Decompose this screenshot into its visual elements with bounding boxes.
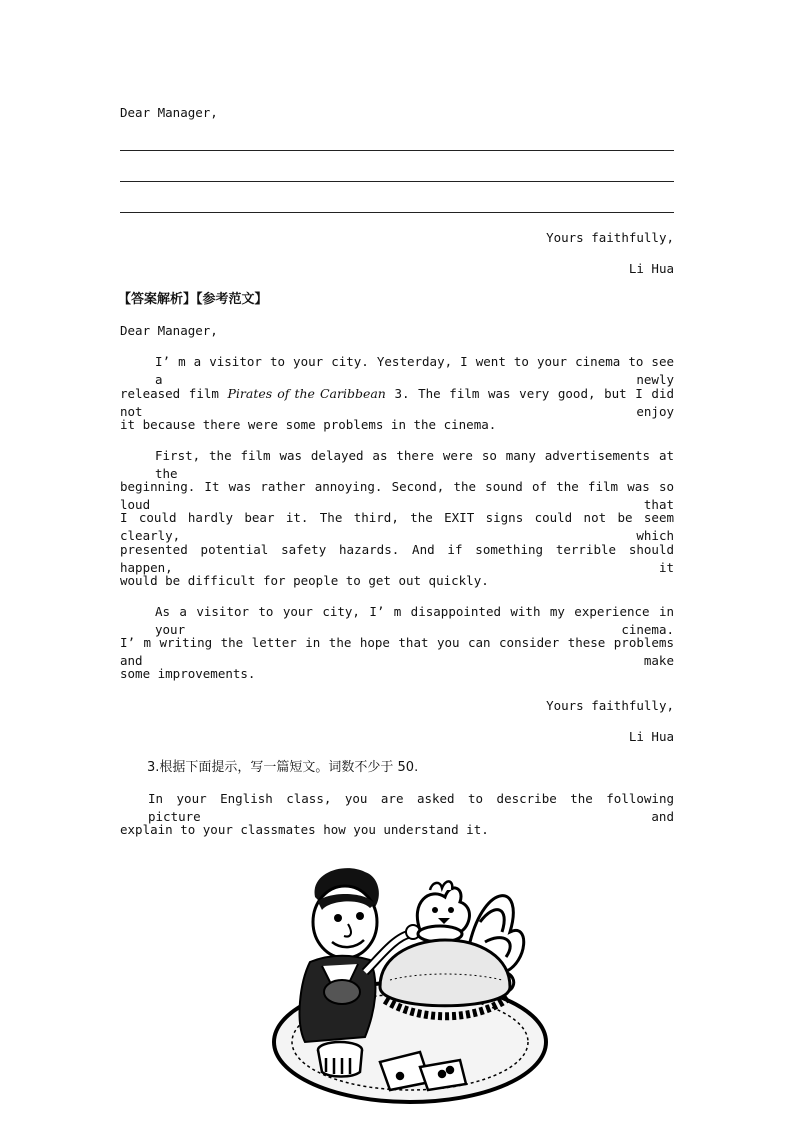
question3-prompt: 3.根据下面提示，写一篇短文。词数不少于 50. — [147, 760, 419, 775]
answer-p1-line1: I’ m a visitor to your city. Yesterday, I went to your cinema to see a newly — [155, 354, 674, 387]
answer-closing: Yours faithfully, — [546, 698, 674, 713]
cartoon-illustration — [270, 862, 550, 1110]
answer-p3-line3: some improvements. — [120, 666, 256, 681]
answer-p1-line3: it because there were some problems in the cinema. — [120, 417, 497, 432]
answer-p2-line5: would be difficult for people to get out quickly. — [120, 573, 489, 588]
answer-signature: Li Hua — [628, 729, 674, 744]
p1-line2-start: released film — [120, 386, 228, 401]
answer-salutation: Dear Manager, — [120, 323, 218, 338]
p1-line2-end: 3. The film was very good, but I did not enjoy — [120, 386, 675, 419]
answer-p2-line2: beginning. It was rather annoying. Second, the sound of the film was so loud that — [120, 479, 674, 512]
writing-line-2 — [120, 181, 674, 182]
answer-p2-line1: First, the film was delayed as there were so many advertisements at the — [155, 448, 674, 481]
answer-p3-line1: As a visitor to your city, I’ m disappointed with my experience in your cinema. — [155, 604, 674, 637]
answer-p2-line4: presented potential safety hazards. And if something terrible should happen, it — [120, 542, 674, 575]
letter-signature: Li Hua — [628, 261, 674, 276]
writing-line-3 — [120, 212, 674, 213]
answer-p2-line3: I could hardly bear it. The third, the EXIT signs could not be seem clearly, which — [120, 510, 674, 543]
letter-salutation: Dear Manager, — [120, 105, 218, 120]
letter-closing: Yours faithfully, — [546, 230, 674, 245]
question3-line1: In your English class, you are asked to describe the following picture and — [148, 791, 674, 824]
question3-line2: explain to your classmates how you understand it. — [120, 822, 489, 837]
answer-p3-line2: I’ m writing the letter in the hope that you can consider these problems and make — [120, 635, 674, 668]
rooster-figure — [417, 881, 469, 932]
film-title: Pirates of the Caribbean — [227, 386, 386, 401]
answer-heading: 【答案解析】【参考范文】 — [118, 292, 268, 307]
writing-line-1 — [120, 150, 674, 151]
